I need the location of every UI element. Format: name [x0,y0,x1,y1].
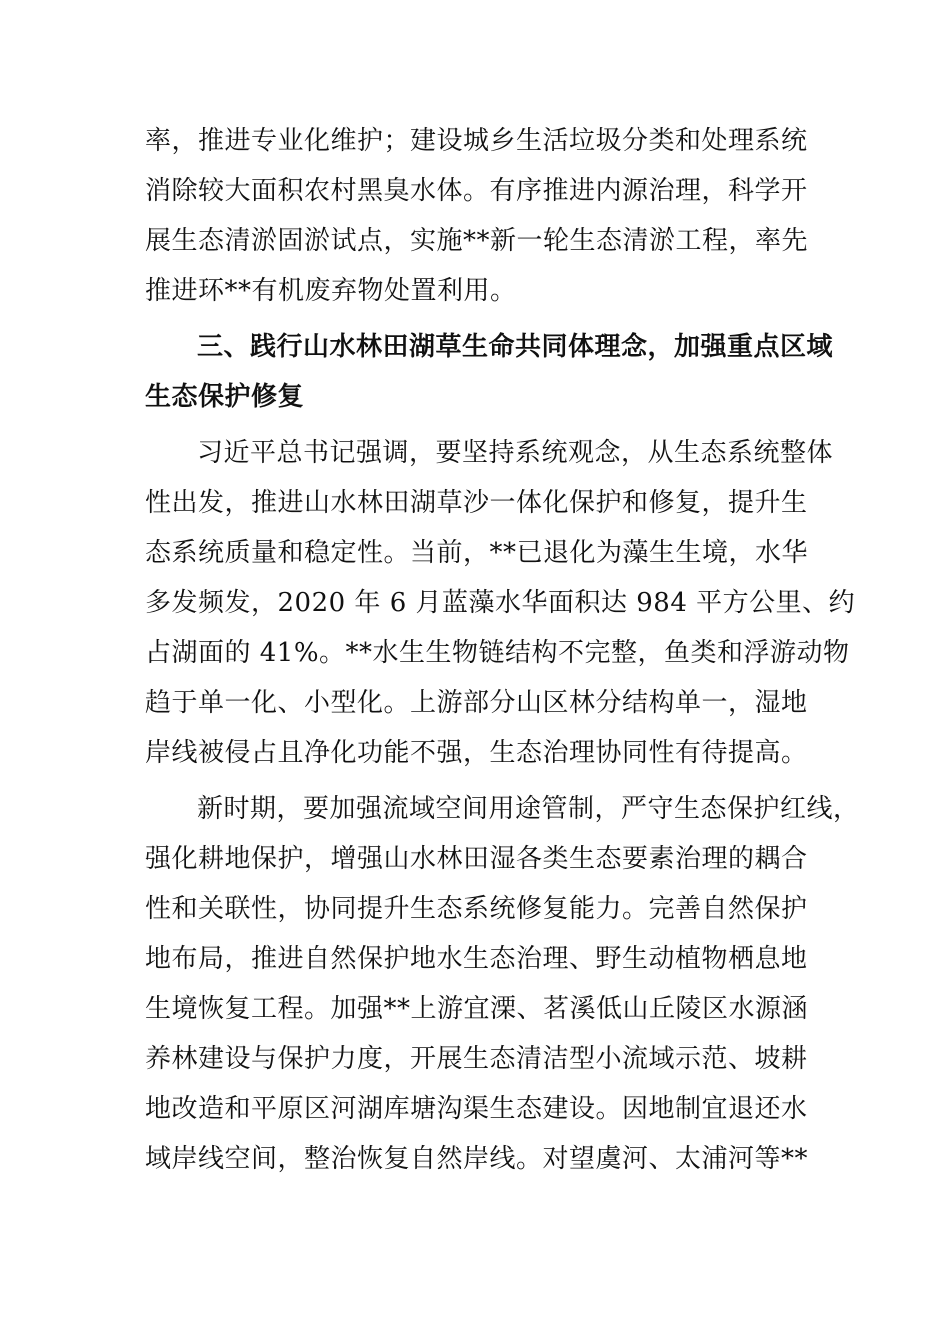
text-line: 强化耕地保护，增强山水林田湿各类生态要素治理的耦合 [145,844,808,874]
text-line: 养林建设与保护力度，开展生态清洁型小流域示范、坡耕 [145,1044,808,1074]
heading-line: 三、践行山水林田湖草生命共同体理念，加强重点区域 [197,332,834,362]
text-line: 域岸线空间，整治恢复自然岸线。对望虞河、太浦河等** [145,1144,809,1174]
text-line: 生境恢复工程。加强**上游宜溧、茗溪低山丘陵区水源涵 [145,994,809,1024]
text-line: 性和关联性，协同提升生态系统修复能力。完善自然保护 [145,894,808,924]
text-line: 地改造和平原区河湖库塘沟渠生态建设。因地制宜退还水 [145,1094,808,1124]
text-line: 占湖面的 41%。**水生生物链结构不完整，鱼类和浮游动物 [145,638,850,668]
paragraph-new-era-measures [145,794,860,1174]
text-line: 习近平总书记强调，要坚持系统观念，从生态系统整体 [197,438,834,468]
section-heading [145,332,834,412]
text-line: 率，推进专业化维护；建设城乡生活垃圾分类和处理系统 [145,126,808,156]
document-page [145,126,860,1174]
text-line: 态系统质量和稳定性。当前，**已退化为藻生生境，水华 [145,538,809,568]
text-line: 多发频发，2020 年 6 月蓝藻水华面积达 984 平方公里、约 [145,588,856,618]
text-line: 岸线被侵占且净化功能不强，生态治理协同性有待提高。 [145,738,808,768]
text-line: 趋于单一化、小型化。上游部分山区林分结构单一，湿地 [145,688,808,718]
text-line: 地布局，推进自然保护地水生态治理、野生动植物栖息地 [145,944,808,974]
paragraph-ecosystem-status [145,438,856,768]
text-line: 展生态清淤固淤试点，实施**新一轮生态清淤工程，率先 [145,226,809,256]
text-line: 推进环**有机废弃物处置利用。 [145,276,517,306]
heading-line: 生态保护修复 [145,382,305,412]
text-line: 新时期，要加强流域空间用途管制，严守生态保护红线， [197,794,860,824]
text-line: 性出发，推进山水林田湖草沙一体化保护和修复，提升生 [145,488,808,518]
text-line: 消除较大面积农村黑臭水体。有序推进内源治理，科学开 [145,176,808,206]
paragraph-water-treatment [145,126,809,306]
